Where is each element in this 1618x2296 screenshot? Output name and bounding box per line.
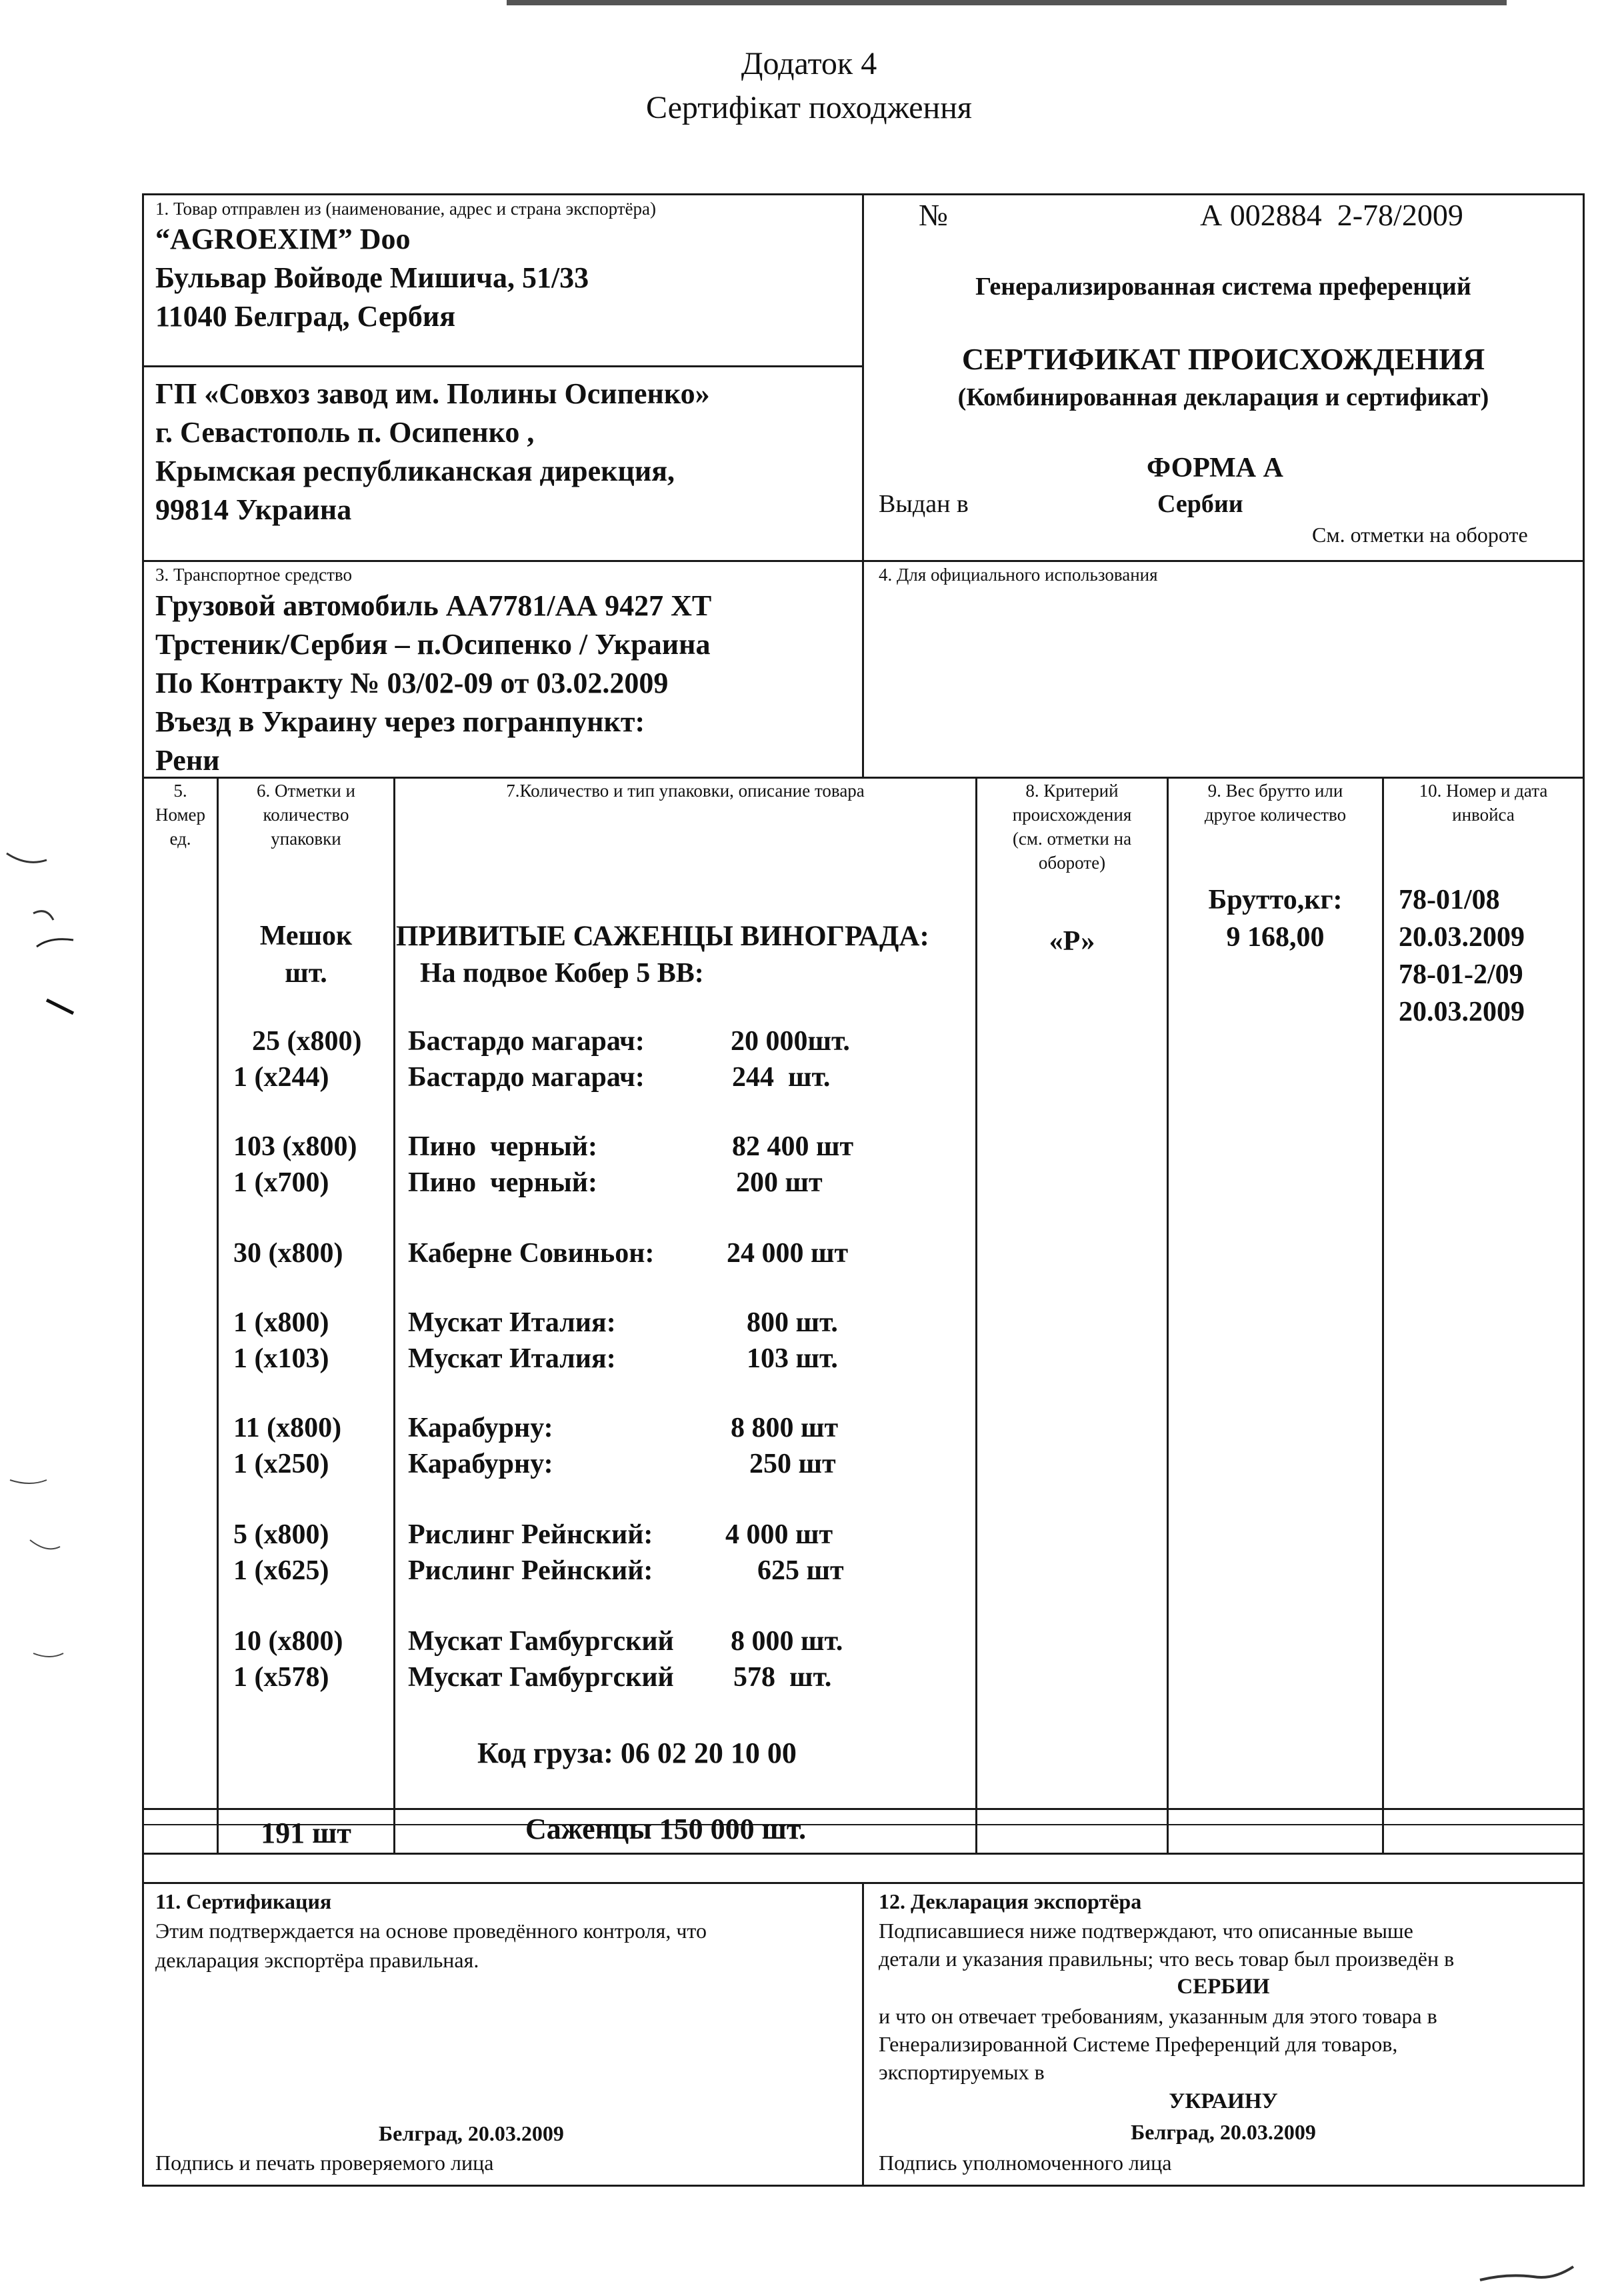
row-name: Пино черный: <box>408 1167 597 1198</box>
row-qty: 578 шт. <box>733 1662 832 1693</box>
box1-label: 1. Товар отправлен из (наименование, адрес и страна экспортёра) <box>155 199 656 219</box>
box12-line2: детали и указания правильны; что весь товар был произведён в <box>879 1947 1455 1971</box>
transport-line5: Рени <box>155 744 220 777</box>
transport-line3: По Контракту № 03/02-09 от 03.02.2009 <box>155 667 669 699</box>
scan-edge-mark <box>507 0 1507 5</box>
exporter-address-line2: 11040 Белград, Сербия <box>155 300 456 333</box>
form-a-label: ФОРМА А <box>1147 453 1283 483</box>
col5-header: 5. Номер ед. <box>155 781 206 849</box>
margin-scan-marks <box>0 840 80 1680</box>
corner-scan-mark <box>1467 2247 1600 2293</box>
issued-country: Сербии <box>1157 490 1243 518</box>
transport-line2: Трстеник/Сербия – п.Осипенко / Украина <box>155 628 711 661</box>
consignee-line4: 99814 Украина <box>155 493 352 526</box>
consignee-line1: ГП «Совхоз завод им. Полины Осипенко» <box>155 377 710 410</box>
row-pack: 11 (х800) <box>233 1413 342 1443</box>
row-name: Рислинг Рейнский: <box>408 1555 653 1586</box>
consignee-line2: г. Севастополь п. Осипенко , <box>155 416 535 449</box>
invoice1-date: 20.03.2009 <box>1399 922 1525 953</box>
row-name: Карабурну: <box>408 1449 553 1479</box>
row-pack: 1 (х578) <box>233 1662 329 1693</box>
row-pack: 1 (х250) <box>233 1449 329 1479</box>
row-qty: 20 000шт. <box>731 1026 850 1057</box>
box12-title: 12. Декларация экспортёра <box>879 1889 1142 1913</box>
box11-signature-label: Подпись и печать проверяемого лица <box>155 2151 494 2175</box>
row-qty: 200 шт <box>736 1167 823 1198</box>
box12-line5: экспортируемых в <box>879 2060 1045 2084</box>
invoice2-date: 20.03.2009 <box>1399 997 1525 1027</box>
exporter-address-line1: Бульвар Войводе Мишича, 51/33 <box>155 261 589 294</box>
row-qty: 24 000 шт <box>727 1238 849 1269</box>
gross-weight-label: Брутто,кг: <box>1208 885 1343 915</box>
row-qty: 8 000 шт. <box>731 1626 843 1657</box>
row-name: Карабурну: <box>408 1413 553 1443</box>
row-name: Бастардо магарач: <box>408 1062 645 1093</box>
pack-type-line2: шт. <box>285 958 327 989</box>
row-pack: 10 (х800) <box>233 1626 343 1657</box>
row-pack: 1 (х800) <box>233 1307 329 1338</box>
cargo-code: Код груза: 06 02 20 10 00 <box>477 1737 797 1769</box>
row-name: Мускат Гамбургский <box>408 1626 674 1657</box>
box12-line4: Генерализированной Системе Преференций для товаров, <box>879 2032 1398 2056</box>
row-qty: 8 800 шт <box>731 1413 839 1443</box>
box4-label: 4. Для официального использования <box>879 565 1158 585</box>
row-name: Бастардо магарач: <box>408 1026 645 1057</box>
certificate-number: А 002884 2-78/2009 <box>1200 198 1463 232</box>
consignee-line3: Крымская республиканская дирекция, <box>155 455 675 487</box>
row-pack: 1 (х700) <box>233 1167 329 1198</box>
row-pack: 1 (х625) <box>233 1555 329 1586</box>
row-qty: 82 400 шт <box>732 1131 854 1162</box>
col7-header: 7.Количество и тип упаковки, описание товара <box>506 781 865 801</box>
issued-in-label: Выдан в <box>879 490 969 518</box>
transport-line1: Грузовой автомобиль АА7781/АА 9427 ХТ <box>155 589 712 622</box>
invoice1-number: 78-01/08 <box>1399 885 1500 915</box>
certificate-subtitle: (Комбинированная декларация и сертификат) <box>957 383 1489 411</box>
row-pack: 25 (х800) <box>252 1026 362 1057</box>
row-pack: 30 (х800) <box>233 1238 343 1269</box>
gross-weight-value: 9 168,00 <box>1226 922 1325 953</box>
box3-label: 3. Транспортное средство <box>155 565 352 585</box>
invoice2-number: 78-01-2/09 <box>1399 959 1523 990</box>
box12-country-from: СЕРБИИ <box>1177 1975 1270 1999</box>
row-qty: 244 шт. <box>732 1062 831 1093</box>
row-pack: 103 (х800) <box>233 1131 357 1162</box>
box12-place-date: Белград, 20.03.2009 <box>1131 2120 1316 2144</box>
goods-subheading: На подвое Кобер 5 ВВ: <box>420 958 704 989</box>
row-name: Мускат Италия: <box>408 1343 616 1374</box>
row-qty: 625 шт <box>757 1555 844 1586</box>
row-qty: 4 000 шт <box>725 1519 833 1550</box>
box12-line1: Подписавшиеся ниже подтверждают, что описанные выше <box>879 1919 1413 1943</box>
row-name: Каберне Совиньон: <box>408 1238 655 1269</box>
origin-criterion: «Р» <box>1049 926 1095 957</box>
row-qty: 250 шт <box>749 1449 836 1479</box>
box12-signature-label: Подпись уполномоченного лица <box>879 2151 1172 2175</box>
row-pack: 5 (х800) <box>233 1519 329 1550</box>
row-name: Рислинг Рейнский: <box>408 1519 653 1550</box>
exporter-name: “AGROEXIM” Doo <box>155 223 411 255</box>
box12-country-to: УКРАИНУ <box>1169 2089 1278 2113</box>
gsp-system-title: Генерализированная система преференций <box>975 273 1471 301</box>
transport-line4: Въезд в Украину через погранпункт: <box>155 705 645 738</box>
row-name: Пино черный: <box>408 1131 597 1162</box>
total-packs: 191 шт <box>261 1817 351 1849</box>
box11-text-line1: Этим подтверждается на основе проведённого контроля, что <box>155 1919 707 1943</box>
row-name: Мускат Италия: <box>408 1307 616 1338</box>
box12-line3: и что он отвечает требованиям, указанным для этого товара в <box>879 2004 1437 2028</box>
pack-type-line1: Мешок <box>259 921 353 951</box>
col9-header: 9. Вес брутто или другое количество <box>1204 781 1347 825</box>
document-title: Сертифікат походження <box>646 90 972 125</box>
box11-text-line2: декларация экспортёра правильная. <box>155 1948 479 1972</box>
see-reverse-note: См. отметки на обороте <box>1312 523 1528 547</box>
col10-header: 10. Номер и дата инвойса <box>1419 781 1548 825</box>
row-qty: 103 шт. <box>747 1343 838 1374</box>
row-pack: 1 (х244) <box>233 1062 329 1093</box>
box11-title: 11. Сертификация <box>155 1889 332 1913</box>
appendix-title: Додаток 4 <box>741 46 877 81</box>
col6-header: 6. Отметки и количество упаковки <box>257 781 355 849</box>
number-sign: № <box>919 198 948 232</box>
box11-place-date: Белград, 20.03.2009 <box>379 2121 564 2145</box>
col8-header: 8. Критерий происхождения (см. отметки на обороте) <box>1012 781 1132 873</box>
goods-heading: ПРИВИТЫЕ САЖЕНЦЫ ВИНОГРАДА: <box>396 921 929 952</box>
row-pack: 1 (х103) <box>233 1343 329 1374</box>
certificate-title: СЕРТИФИКАТ ПРОИСХОЖДЕНИЯ <box>961 342 1485 376</box>
total-seedlings: Саженцы 150 000 шт. <box>525 1813 807 1845</box>
row-qty: 800 шт. <box>747 1307 838 1338</box>
row-name: Мускат Гамбургский <box>408 1662 674 1693</box>
